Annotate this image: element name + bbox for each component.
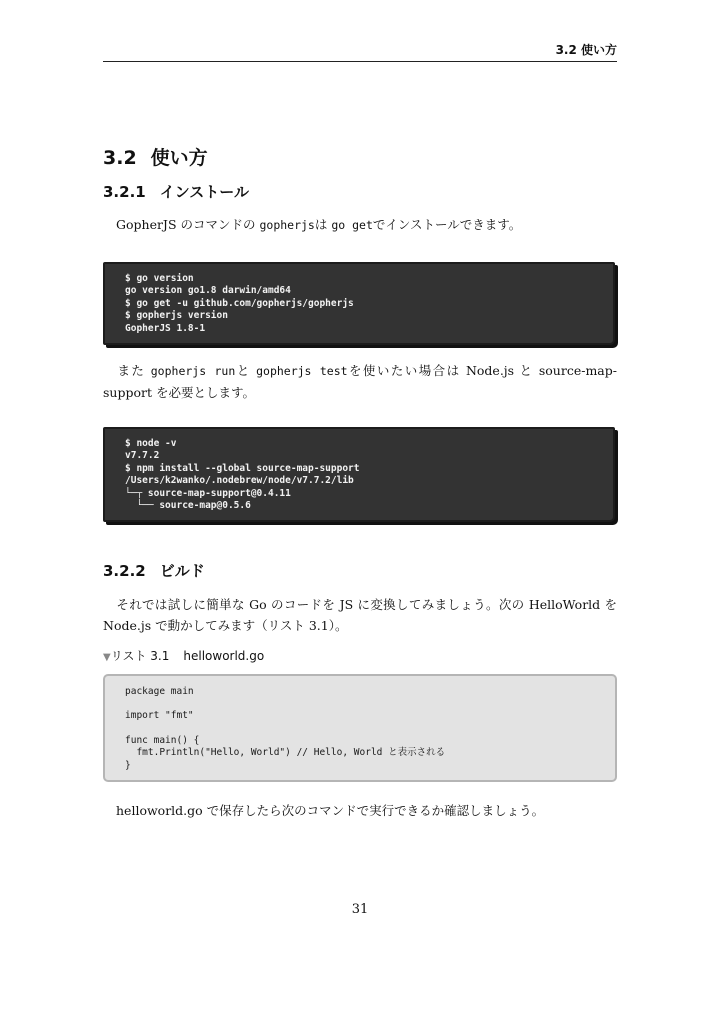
paragraph-install-requirements	[103, 360, 617, 403]
subsection-heading-build	[103, 561, 205, 581]
code-line: }	[125, 759, 131, 771]
paragraph-text: を使いたい場合は Node.js と source-map-support を必要とします。	[103, 363, 617, 400]
page-number: 31	[351, 902, 369, 917]
paragraph-build-next	[103, 800, 617, 821]
paragraph-text: それでは試しに簡単な Go のコードを JS に変換してみましょう。次の HelloWorld を Node.js で動かしてみます（リスト 3.1）。	[103, 597, 617, 633]
code-line: $ node -v	[125, 438, 177, 449]
paragraph-text: は	[314, 217, 332, 232]
code-line: go version go1.8 darwin/amd64	[125, 285, 291, 297]
code-line: $ go get -u github.com/gopherjs/gopherjs	[125, 297, 354, 309]
subsection-title-text: ビルド	[159, 562, 205, 580]
code-line: GopherJS 1.8-1	[125, 322, 206, 334]
listing-caption	[103, 648, 264, 666]
code-line: import "fmt"	[125, 710, 194, 722]
inline-code: gopherjs test	[256, 364, 348, 378]
listing-label: リスト 3.1	[110, 649, 170, 663]
section-title-text: 使い方	[150, 147, 208, 169]
inline-code: gopherjs run	[150, 364, 236, 378]
header-rule	[103, 61, 617, 62]
code-line: fmt.Println("Hello, World") // Hello, World と表示される	[125, 747, 446, 759]
code-line: $ gopherjs version	[125, 310, 228, 322]
subsection-heading-install	[103, 182, 249, 202]
subsection-number: 3.2.1	[103, 183, 146, 201]
code-line: └── source-map@0.5.6	[125, 500, 251, 512]
paragraph-text: helloworld.go で保存したら次のコマンドで実行できるか確認しましょう。	[116, 803, 545, 818]
code-line: $ npm install --global source-map-support	[125, 462, 360, 474]
subsection-number: 3.2.2	[103, 562, 146, 580]
listing-filename: helloworld.go	[183, 649, 265, 663]
inline-code: gopherjs	[259, 218, 315, 232]
paragraph-text: また	[116, 363, 151, 378]
running-header: 3.2 使い方	[555, 43, 617, 57]
paragraph-build-intro	[103, 594, 617, 636]
terminal-code-block-install	[103, 262, 615, 345]
paragraph-text: GopherJS のコマンドの	[116, 217, 260, 232]
code-line: /Users/k2wanko/.nodebrew/node/v7.7.2/lib	[125, 475, 354, 487]
code-line: func main() {	[125, 734, 200, 746]
code-line: v7.7.2	[125, 450, 160, 462]
triangle-marker-icon: ▼	[103, 652, 111, 663]
section-heading	[103, 146, 208, 170]
code-blank-line	[105, 698, 615, 710]
code-line: package main	[125, 686, 194, 697]
code-blank-line	[105, 723, 615, 735]
source-code-listing	[103, 674, 617, 782]
paragraph-text: でインストールできます。	[372, 217, 522, 232]
section-number: 3.2	[103, 147, 137, 169]
subsection-title-text: インストール	[159, 183, 249, 201]
code-line: $ go version	[125, 273, 194, 284]
terminal-code-block-node	[103, 427, 615, 522]
paragraph-text: と	[235, 363, 257, 378]
code-line: └─┬ source-map-support@0.4.11	[125, 487, 291, 499]
paragraph-install-intro	[103, 214, 617, 236]
inline-code: go get	[331, 218, 373, 232]
